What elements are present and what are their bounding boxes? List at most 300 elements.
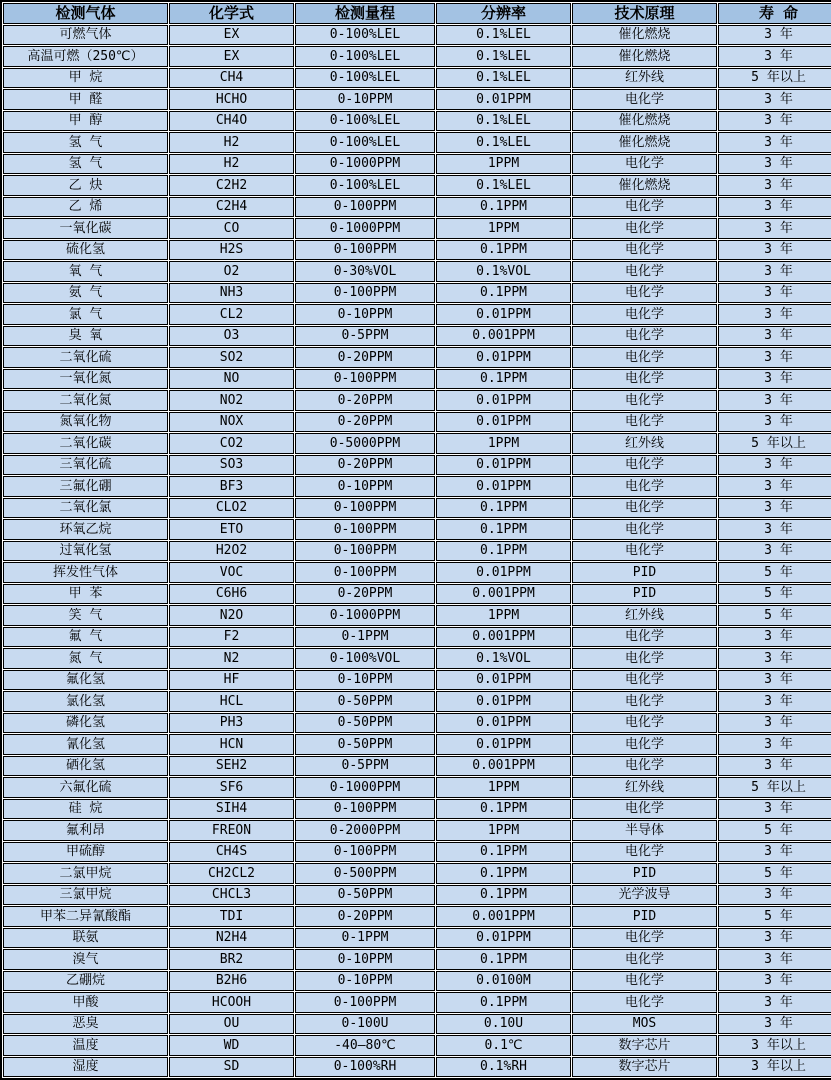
table-cell: 3 年 (718, 799, 831, 820)
table-cell: 3 年以上 (718, 1057, 831, 1078)
table-cell: 0-100%VOL (295, 648, 435, 669)
table-cell: 3 年 (718, 369, 831, 390)
table-cell: 3 年 (718, 476, 831, 497)
table-row (3, 498, 831, 519)
table-cell: CO (169, 218, 294, 239)
table-cell: 3 年 (718, 261, 831, 282)
table-row (3, 240, 831, 261)
table-cell: 3 年 (718, 175, 831, 196)
table-cell: CL2 (169, 304, 294, 325)
table-cell: 温度 (3, 1035, 168, 1056)
table-cell: 0-10PPM (295, 971, 435, 992)
table-cell: 3 年以上 (718, 1035, 831, 1056)
table-row (3, 928, 831, 949)
table-cell: 5 年以上 (718, 777, 831, 798)
table-cell: 1PPM (436, 605, 571, 626)
table-cell: 3 年 (718, 713, 831, 734)
table-cell: 甲 烷 (3, 68, 168, 89)
table-cell: 电化学 (572, 971, 717, 992)
table-cell: 0-100PPM (295, 197, 435, 218)
table-cell: 3 年 (718, 971, 831, 992)
table-cell: SO2 (169, 347, 294, 368)
table-row (3, 691, 831, 712)
table-row (3, 863, 831, 884)
table-cell: 环氧乙烷 (3, 519, 168, 540)
table-cell: 0.1PPM (436, 842, 571, 863)
table-cell: 3 年 (718, 842, 831, 863)
table-cell: 电化学 (572, 498, 717, 519)
table-cell: 氢 气 (3, 154, 168, 175)
table-cell: 0-50PPM (295, 885, 435, 906)
table-cell: 电化学 (572, 390, 717, 411)
table-cell: 电化学 (572, 519, 717, 540)
table-cell: 光学波导 (572, 885, 717, 906)
table-cell: 0.1PPM (436, 283, 571, 304)
table-cell: 乙硼烷 (3, 971, 168, 992)
table-cell: HCHO (169, 89, 294, 110)
table-cell: 硅 烷 (3, 799, 168, 820)
table-cell: 催化燃烧 (572, 175, 717, 196)
table-cell: 3 年 (718, 25, 831, 46)
table-cell: 0.01PPM (436, 89, 571, 110)
table-cell: 0.1PPM (436, 498, 571, 519)
table-cell: 0.1%LEL (436, 111, 571, 132)
table-row (3, 906, 831, 927)
table-cell: 甲 醛 (3, 89, 168, 110)
table-cell: 0-100PPM (295, 562, 435, 583)
table-cell: PID (572, 906, 717, 927)
table-row (3, 1014, 831, 1035)
table-cell: 0-20PPM (295, 906, 435, 927)
table-cell: B2H6 (169, 971, 294, 992)
table-cell: 数字芯片 (572, 1057, 717, 1078)
table-cell: 0-2000PPM (295, 820, 435, 841)
table-row (3, 1057, 831, 1078)
table-cell: 0.10U (436, 1014, 571, 1035)
table-cell: 0.1℃ (436, 1035, 571, 1056)
table-cell: 红外线 (572, 605, 717, 626)
table-cell: 二氧化硫 (3, 347, 168, 368)
table-cell: 0-5PPM (295, 756, 435, 777)
table-cell: 电化学 (572, 670, 717, 691)
table-cell: C2H2 (169, 175, 294, 196)
table-cell: 催化燃烧 (572, 111, 717, 132)
table-cell: 0.0100M (436, 971, 571, 992)
table-cell: 0.01PPM (436, 347, 571, 368)
table-row (3, 605, 831, 626)
table-row (3, 89, 831, 110)
table-cell: 电化学 (572, 648, 717, 669)
table-cell: 电化学 (572, 992, 717, 1013)
table-cell: 电化学 (572, 541, 717, 562)
table-cell: EX (169, 25, 294, 46)
table-cell: 0.01PPM (436, 412, 571, 433)
table-row (3, 197, 831, 218)
table-cell: CH4 (169, 68, 294, 89)
table-cell: 可燃气体 (3, 25, 168, 46)
table-cell: 0-20PPM (295, 584, 435, 605)
table-cell: 甲苯二异氰酸酯 (3, 906, 168, 927)
table-cell: 0-100%LEL (295, 25, 435, 46)
table-cell: 0-5000PPM (295, 433, 435, 454)
table-cell: 一氧化碳 (3, 218, 168, 239)
table-row (3, 412, 831, 433)
table-row (3, 713, 831, 734)
table-cell: 3 年 (718, 326, 831, 347)
table-row (3, 46, 831, 67)
table-cell: 电化学 (572, 476, 717, 497)
table-cell: 3 年 (718, 648, 831, 669)
table-cell: H2O2 (169, 541, 294, 562)
table-cell: 0-100PPM (295, 369, 435, 390)
table-cell: 0.01PPM (436, 713, 571, 734)
table-cell: 电化学 (572, 691, 717, 712)
table-body (3, 25, 831, 1078)
table-cell: CHCL3 (169, 885, 294, 906)
table-cell: 3 年 (718, 627, 831, 648)
table-cell: 0.1%VOL (436, 648, 571, 669)
table-cell: H2 (169, 154, 294, 175)
table-cell: BR2 (169, 949, 294, 970)
table-cell: 红外线 (572, 433, 717, 454)
table-cell: 0-100PPM (295, 799, 435, 820)
table-cell: 0-10PPM (295, 304, 435, 325)
table-cell: PID (572, 584, 717, 605)
table-cell: 电化学 (572, 369, 717, 390)
table-cell: 电化学 (572, 799, 717, 820)
table-cell: 0-1PPM (295, 627, 435, 648)
table-cell: 5 年以上 (718, 433, 831, 454)
table-cell: 乙 烯 (3, 197, 168, 218)
table-cell: PH3 (169, 713, 294, 734)
table-cell: 0-30%VOL (295, 261, 435, 282)
header-cell: 技术原理 (572, 3, 717, 24)
table-cell: 0-1000PPM (295, 218, 435, 239)
table-cell: 3 年 (718, 154, 831, 175)
header-cell: 分辨率 (436, 3, 571, 24)
table-row (3, 283, 831, 304)
table-cell: 0.01PPM (436, 304, 571, 325)
table-cell: 3 年 (718, 498, 831, 519)
table-cell: 三氧化硫 (3, 455, 168, 476)
table-cell: PID (572, 562, 717, 583)
table-cell: NOX (169, 412, 294, 433)
table-cell: 0.1%LEL (436, 132, 571, 153)
table-cell: PID (572, 863, 717, 884)
table-cell: 0.01PPM (436, 734, 571, 755)
table-cell: CH2CL2 (169, 863, 294, 884)
table-cell: 0-100%LEL (295, 68, 435, 89)
table-cell: CLO2 (169, 498, 294, 519)
table-cell: 0.1PPM (436, 369, 571, 390)
table-cell: 0.01PPM (436, 476, 571, 497)
table-row (3, 25, 831, 46)
table-cell: 0.01PPM (436, 390, 571, 411)
table-cell: 3 年 (718, 734, 831, 755)
table-row (3, 111, 831, 132)
table-cell: 电化学 (572, 455, 717, 476)
table-cell: 0.1%VOL (436, 261, 571, 282)
table-cell: 3 年 (718, 928, 831, 949)
table-cell: 0.1PPM (436, 541, 571, 562)
table-cell: 一氧化氮 (3, 369, 168, 390)
table-cell: 电化学 (572, 734, 717, 755)
table-cell: 5 年 (718, 906, 831, 927)
table-cell: O3 (169, 326, 294, 347)
table-cell: 0-100%LEL (295, 111, 435, 132)
table-cell: 0-100PPM (295, 498, 435, 519)
table-cell: O2 (169, 261, 294, 282)
table-cell: 0.1%LEL (436, 25, 571, 46)
table-cell: 0.1PPM (436, 992, 571, 1013)
table-cell: 甲酸 (3, 992, 168, 1013)
table-cell: C6H6 (169, 584, 294, 605)
table-cell: 0.1PPM (436, 885, 571, 906)
table-cell: 3 年 (718, 412, 831, 433)
table-cell: 0.01PPM (436, 670, 571, 691)
table-cell: SO3 (169, 455, 294, 476)
table-row (3, 218, 831, 239)
table-cell: 0.01PPM (436, 928, 571, 949)
table-cell: 二氧化碳 (3, 433, 168, 454)
table-cell: 3 年 (718, 455, 831, 476)
table-cell: 0.1PPM (436, 519, 571, 540)
table-cell: 1PPM (436, 154, 571, 175)
table-cell: 0.1PPM (436, 240, 571, 261)
table-cell: 3 年 (718, 347, 831, 368)
table-cell: SIH4 (169, 799, 294, 820)
table-cell: 联氨 (3, 928, 168, 949)
table-cell: 二氧化氯 (3, 498, 168, 519)
table-cell: 红外线 (572, 68, 717, 89)
table-cell: 0-10PPM (295, 89, 435, 110)
table-cell: 0-100U (295, 1014, 435, 1035)
table-cell: 氮 气 (3, 648, 168, 669)
table-cell: 5 年 (718, 562, 831, 583)
table-cell: HF (169, 670, 294, 691)
table-cell: 电化学 (572, 240, 717, 261)
table-cell: 5 年以上 (718, 68, 831, 89)
table-cell: 0.1PPM (436, 863, 571, 884)
table-cell: 高温可燃（250℃） (3, 46, 168, 67)
table-row (3, 885, 831, 906)
table-row (3, 1035, 831, 1056)
table-cell: 0-10PPM (295, 670, 435, 691)
table-cell: 氧 气 (3, 261, 168, 282)
table-cell: 5 年 (718, 863, 831, 884)
table-cell: 电化学 (572, 949, 717, 970)
table-row (3, 777, 831, 798)
table-cell: ETO (169, 519, 294, 540)
table-cell: 电化学 (572, 304, 717, 325)
table-cell: SF6 (169, 777, 294, 798)
table-cell: 0-10PPM (295, 949, 435, 970)
table-cell: CO2 (169, 433, 294, 454)
table-cell: 1PPM (436, 433, 571, 454)
table-row (3, 132, 831, 153)
table-cell: 0-1000PPM (295, 777, 435, 798)
table-row (3, 476, 831, 497)
table-cell: 0.01PPM (436, 691, 571, 712)
table-cell: 3 年 (718, 992, 831, 1013)
table-cell: 电化学 (572, 842, 717, 863)
table-cell: C2H4 (169, 197, 294, 218)
table-cell: N2H4 (169, 928, 294, 949)
table-cell: 电化学 (572, 928, 717, 949)
table-cell: 电化学 (572, 89, 717, 110)
table-row (3, 562, 831, 583)
table-cell: 0-20PPM (295, 390, 435, 411)
table-cell: 二氯甲烷 (3, 863, 168, 884)
table-cell: 0-20PPM (295, 455, 435, 476)
table-cell: 0-100PPM (295, 240, 435, 261)
table-cell: 硒化氢 (3, 756, 168, 777)
table-cell: VOC (169, 562, 294, 583)
table-cell: 磷化氢 (3, 713, 168, 734)
table-cell: 0-100PPM (295, 541, 435, 562)
table-cell: 0.01PPM (436, 562, 571, 583)
table-row (3, 949, 831, 970)
table-row (3, 347, 831, 368)
table-cell: 0-100PPM (295, 283, 435, 304)
table-cell: 二氧化氮 (3, 390, 168, 411)
table-cell: EX (169, 46, 294, 67)
table-cell: 甲硫醇 (3, 842, 168, 863)
table-cell: 氰化氢 (3, 734, 168, 755)
table-cell: 0-1000PPM (295, 605, 435, 626)
table-cell: CH4S (169, 842, 294, 863)
table-cell: 乙 炔 (3, 175, 168, 196)
table-cell: 0.1%LEL (436, 46, 571, 67)
table-cell: 电化学 (572, 412, 717, 433)
table-cell: 3 年 (718, 885, 831, 906)
table-cell: 电化学 (572, 218, 717, 239)
table-row (3, 541, 831, 562)
table-row (3, 519, 831, 540)
table-cell: NH3 (169, 283, 294, 304)
table-cell: 3 年 (718, 390, 831, 411)
table-row (3, 799, 831, 820)
table-cell: NO (169, 369, 294, 390)
table-cell: 3 年 (718, 756, 831, 777)
table-cell: 5 年 (718, 820, 831, 841)
table-cell: 数字芯片 (572, 1035, 717, 1056)
table-cell: 0.001PPM (436, 906, 571, 927)
table-cell: 0-1000PPM (295, 154, 435, 175)
header-cell: 检测量程 (295, 3, 435, 24)
table-row (3, 369, 831, 390)
table-cell: 5 年 (718, 605, 831, 626)
table-cell: SEH2 (169, 756, 294, 777)
table-cell: 3 年 (718, 304, 831, 325)
table-cell: N2 (169, 648, 294, 669)
table-row (3, 734, 831, 755)
table-cell: 电化学 (572, 261, 717, 282)
table-cell: 氢 气 (3, 132, 168, 153)
table-cell: -40—80℃ (295, 1035, 435, 1056)
table-cell: 三氯甲烷 (3, 885, 168, 906)
table-row (3, 670, 831, 691)
table-cell: 1PPM (436, 777, 571, 798)
table-cell: 0.001PPM (436, 584, 571, 605)
header-cell: 检测气体 (3, 3, 168, 24)
table-cell: 3 年 (718, 111, 831, 132)
table-cell: 3 年 (718, 519, 831, 540)
table-cell: 笑 气 (3, 605, 168, 626)
table-cell: FREON (169, 820, 294, 841)
table-cell: 湿度 (3, 1057, 168, 1078)
table-cell: 0-50PPM (295, 691, 435, 712)
table-cell: 3 年 (718, 197, 831, 218)
table-cell: 氟化氢 (3, 670, 168, 691)
header-row (3, 3, 831, 24)
table-cell: 电化学 (572, 154, 717, 175)
table-row (3, 648, 831, 669)
table-cell: 氯 气 (3, 304, 168, 325)
table-cell: HCL (169, 691, 294, 712)
table-cell: 0-1PPM (295, 928, 435, 949)
table-cell: 3 年 (718, 89, 831, 110)
table-cell: 电化学 (572, 627, 717, 648)
table-cell: 半导体 (572, 820, 717, 841)
table-cell: 六氟化硫 (3, 777, 168, 798)
table-cell: OU (169, 1014, 294, 1035)
table-cell: N2O (169, 605, 294, 626)
table-cell: F2 (169, 627, 294, 648)
table-cell: 0-100PPM (295, 992, 435, 1013)
table-cell: 3 年 (718, 218, 831, 239)
table-cell: 氟利昂 (3, 820, 168, 841)
table-cell: WD (169, 1035, 294, 1056)
table-cell: 0.1%LEL (436, 68, 571, 89)
table-cell: 0-500PPM (295, 863, 435, 884)
table-cell: 氨 气 (3, 283, 168, 304)
table-cell: 过氧化氢 (3, 541, 168, 562)
table-cell: 0-50PPM (295, 713, 435, 734)
table-cell: 0-5PPM (295, 326, 435, 347)
table-cell: 0.001PPM (436, 756, 571, 777)
table-cell: 电化学 (572, 326, 717, 347)
table-cell: BF3 (169, 476, 294, 497)
table-cell: 臭 氧 (3, 326, 168, 347)
table-cell: 催化燃烧 (572, 46, 717, 67)
table-cell: 3 年 (718, 132, 831, 153)
table-cell: CH4O (169, 111, 294, 132)
table-cell: 0.1PPM (436, 197, 571, 218)
table-cell: 0.1PPM (436, 799, 571, 820)
table-row (3, 971, 831, 992)
table-cell: 硫化氢 (3, 240, 168, 261)
table-cell: 氟 气 (3, 627, 168, 648)
table-cell: 0-100%LEL (295, 46, 435, 67)
table-row (3, 842, 831, 863)
table-cell: 电化学 (572, 756, 717, 777)
table-cell: 0.1PPM (436, 949, 571, 970)
table-cell: 0-20PPM (295, 347, 435, 368)
table-cell: 3 年 (718, 1014, 831, 1035)
table-cell: 3 年 (718, 46, 831, 67)
table-cell: 0.1%RH (436, 1057, 571, 1078)
table-cell: 氯化氢 (3, 691, 168, 712)
table-cell: H2S (169, 240, 294, 261)
table-cell: 0-10PPM (295, 476, 435, 497)
table-row (3, 992, 831, 1013)
table-row (3, 433, 831, 454)
table-cell: 0-100%LEL (295, 132, 435, 153)
table-cell: 挥发性气体 (3, 562, 168, 583)
table-cell: 1PPM (436, 218, 571, 239)
table-cell: MOS (572, 1014, 717, 1035)
